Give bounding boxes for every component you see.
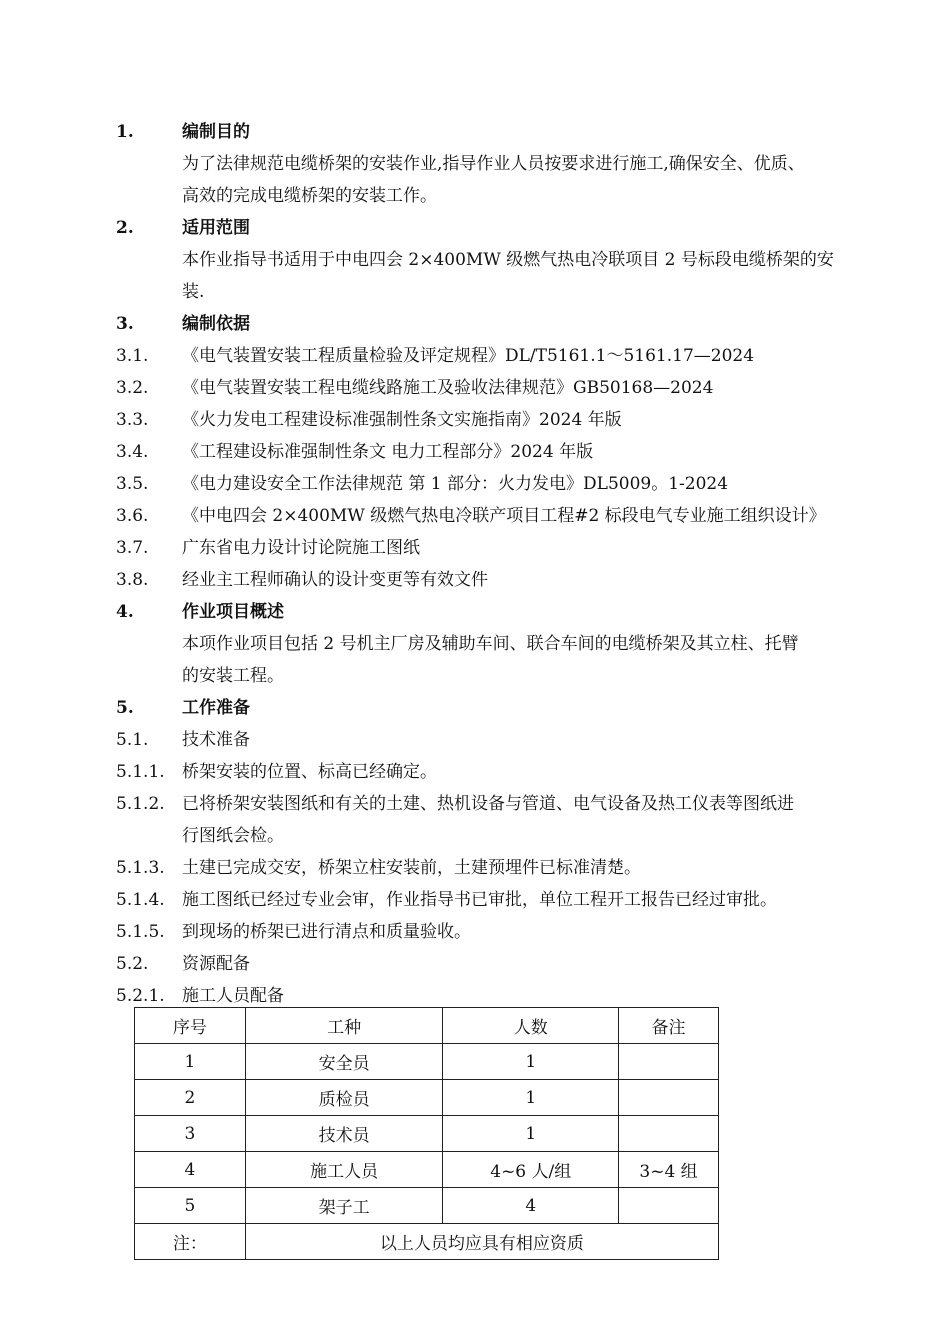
item-number: 3.8. [116,570,149,590]
table-header-row [135,1008,719,1044]
paragraph-line: 高效的完成电缆桥架的安装工作。 [182,186,437,206]
table-header-cell: 工种 [245,1008,443,1044]
item-number: 5.1. [116,730,149,750]
item-number: 5.2.1. [116,986,165,1006]
item-number: 4. [116,602,134,622]
table-cell [619,1080,719,1116]
item-text: 编制目的 [182,122,250,142]
table-header-cell: 备注 [619,1008,719,1044]
table-note-label: 注： [135,1224,246,1260]
section-heading [116,596,886,628]
item-text: 到现场的桥架已进行清点和质量验收。 [182,922,471,942]
item-text: 编制依据 [182,314,250,334]
item-text: 《电气装置安装工程电缆线路施工及验收法律规范》GB50168—2024 [182,378,714,398]
paragraph-line: 行图纸会检。 [182,826,284,846]
item-number: 1. [116,122,134,142]
table-cell: 施工人员 [245,1152,443,1188]
table-note-row [135,1224,719,1260]
item-text: 施工人员配备 [182,986,284,1006]
list-item [116,884,886,916]
table-cell: 5 [135,1188,246,1224]
item-text: 技术准备 [182,730,250,750]
item-text: 《电力建设安全工作法律规范 第 1 部分：火力发电》DL5009。1-2024 [182,474,729,494]
list-item [116,756,886,788]
table-cell: 技术员 [245,1116,443,1152]
list-item [116,468,886,500]
item-text: 桥架安装的位置、标高已经确定。 [182,762,437,782]
table-cell: 2 [135,1080,246,1116]
table-cell: 4 [443,1188,619,1224]
list-item [116,564,886,596]
list-item [116,340,886,372]
item-number: 3.7. [116,538,149,558]
item-number: 2. [116,218,134,238]
item-number: 5.1.1. [116,762,165,782]
item-number: 5.1.4. [116,890,165,910]
paragraph-line: 本作业指导书适用于中电四会 2×400MW 级燃气热电冷联项目 2 号标段电缆桥架的安 [182,250,834,270]
table-cell: 架子工 [245,1188,443,1224]
table-row [135,1116,719,1152]
item-text: 作业项目概述 [182,602,284,622]
table-cell: 1 [443,1080,619,1116]
item-number: 3. [116,314,134,334]
item-number: 3.2. [116,378,149,398]
item-text: 已将桥架安装图纸和有关的土建、热机设备与管道、电气设备及热工仪表等图纸进 [182,794,794,814]
list-item [116,404,886,436]
item-number: 3.6. [116,506,149,526]
section-heading [116,116,886,148]
table-cell: 1 [443,1044,619,1080]
item-number: 3.3. [116,410,149,430]
table-cell: 1 [135,1044,246,1080]
item-text: 《火力发电工程建设标准强制性条文实施指南》2024 年版 [182,410,622,430]
table-cell [619,1116,719,1152]
item-number: 5.1.5. [116,922,165,942]
table-row [135,1044,719,1080]
item-number: 3.1. [116,346,149,366]
paragraph-line: 装. [182,282,205,302]
table-cell: 3~4 组 [619,1152,719,1188]
list-item [116,436,886,468]
table-cell [619,1044,719,1080]
list-item [116,852,886,884]
item-text: 土建已完成交安，桥架立柱安装前，土建预埋件已标准清楚。 [182,858,641,878]
section-heading [116,692,886,724]
table-row [135,1152,719,1188]
item-text: 经业主工程师确认的设计变更等有效文件 [182,570,488,590]
table-header-cell: 序号 [135,1008,246,1044]
item-text: 《工程建设标准强制性条文 电力工程部分》2024 年版 [182,442,594,462]
table-cell: 安全员 [245,1044,443,1080]
section-heading [116,212,886,244]
paragraph-line: 的安装工程。 [182,666,284,686]
item-number: 5.1.3. [116,858,165,878]
item-text: 《中电四会 2×400MW 级燃气热电冷联产项目工程#2 标段电气专业施工组织设计》 [182,506,826,526]
list-item [116,724,886,756]
paragraph-line: 为了法律规范电缆桥架的安装作业,指导作业人员按要求进行施工,确保安全、优质、 [182,154,805,174]
list-item [116,372,886,404]
table-cell: 质检员 [245,1080,443,1116]
table-note-text: 以上人员均应具有相应资质 [245,1224,718,1260]
item-text: 《电气装置安装工程质量检验及评定规程》DL/T5161.1～5161.17—2024 [182,346,755,366]
table-cell: 3 [135,1116,246,1152]
section-heading [116,308,886,340]
item-text: 工作准备 [182,698,250,718]
item-text: 广东省电力设计讨论院施工图纸 [182,538,420,558]
table-cell [619,1188,719,1224]
table-header-cell: 人数 [443,1008,619,1044]
item-number: 5. [116,698,134,718]
table-cell: 4 [135,1152,246,1188]
table-row [135,1188,719,1224]
item-number: 3.5. [116,474,149,494]
item-number: 5.1.2. [116,794,165,814]
item-text: 资源配备 [182,954,250,974]
table-row [135,1080,719,1116]
list-item [116,500,886,532]
list-item [116,788,886,820]
list-item [116,948,886,980]
item-number: 3.4. [116,442,149,462]
table-cell: 1 [443,1116,619,1152]
table-cell: 4~6 人/组 [443,1152,619,1188]
staff-table [134,1007,719,1260]
item-number: 5.2. [116,954,149,974]
list-item [116,532,886,564]
paragraph-line: 本项作业项目包括 2 号机主厂房及辅助车间、联合车间的电缆桥架及其立柱、托臂 [182,634,799,654]
list-item [116,916,886,948]
item-text: 施工图纸已经过专业会审，作业指导书已审批，单位工程开工报告已经过审批。 [182,890,777,910]
item-text: 适用范围 [182,218,250,238]
